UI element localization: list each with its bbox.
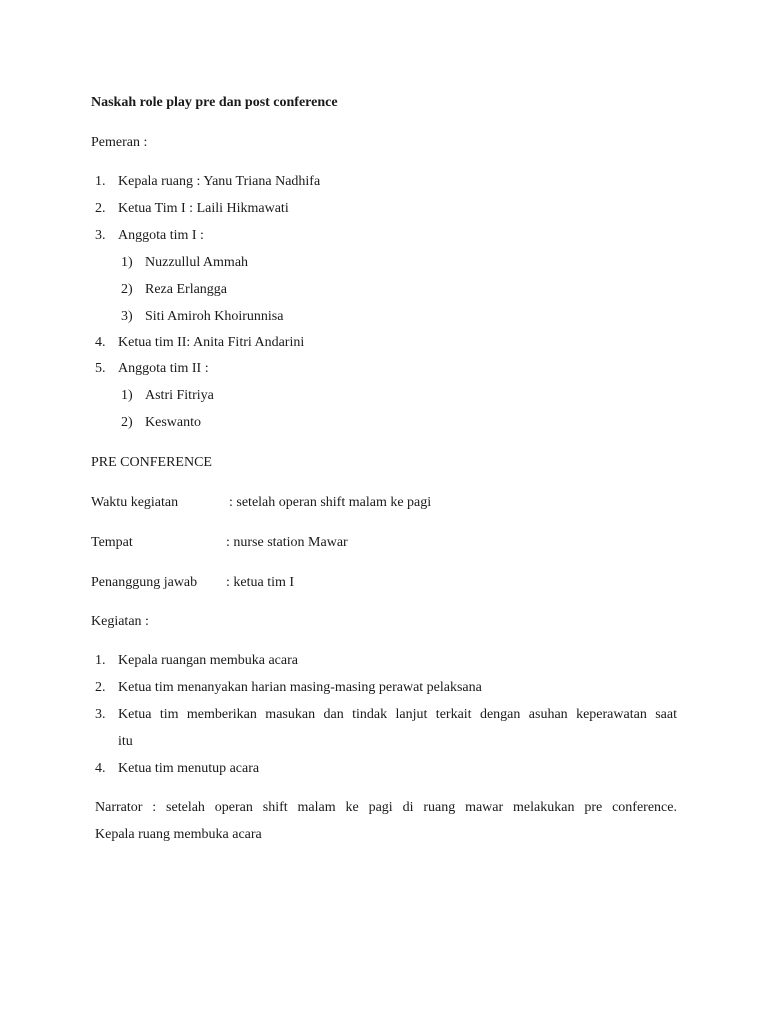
detail-value: : nurse station Mawar — [226, 535, 348, 550]
cast-subitem: Siti Amiroh Khoirunnisa — [145, 309, 284, 324]
cast-item: Anggota tim II : — [118, 361, 209, 376]
cast-item: Anggota tim I : — [118, 228, 204, 243]
cast-subnumber: 2) — [121, 415, 133, 430]
activity-item: Ketua tim menanyakan harian masing-masing perawat pelaksana — [118, 680, 482, 695]
activity-item: Ketua tim menutup acara — [118, 761, 260, 776]
cast-item: Ketua Tim I : Laili Hikmawati — [118, 201, 289, 216]
activity-number: 1. — [95, 653, 106, 668]
cast-label: Pemeran : — [91, 135, 148, 150]
cast-number: 5. — [95, 361, 106, 376]
detail-label: Penanggung jawab — [91, 575, 198, 590]
activity-item: Kepala ruangan membuka acara — [118, 653, 298, 668]
cast-number: 1. — [95, 174, 106, 189]
detail-label: Tempat — [91, 535, 133, 550]
activity-item: Ketua tim memberikan masukan dan tindak lanjut terkait dengan asuhan keperawatan saat — [118, 707, 677, 722]
cast-item: Kepala ruang : Yanu Triana Nadhifa — [118, 174, 321, 189]
cast-subnumber: 2) — [121, 282, 133, 297]
cast-number: 3. — [95, 228, 106, 243]
activity-number: 3. — [95, 707, 106, 722]
activity-item-continuation: itu — [118, 734, 133, 749]
activities-label: Kegiatan : — [91, 614, 149, 629]
detail-value: : setelah operan shift malam ke pagi — [229, 495, 432, 510]
narrator-text: Narrator : setelah operan shift malam ke pagi di ruang mawar melakukan pre conference. — [95, 800, 677, 815]
cast-subnumber: 1) — [121, 255, 133, 270]
cast-subnumber: 3) — [121, 309, 133, 324]
section-heading: PRE CONFERENCE — [91, 455, 212, 470]
detail-value: : ketua tim I — [226, 575, 295, 590]
document-title: Naskah role play pre dan post conference — [91, 95, 338, 110]
cast-subnumber: 1) — [121, 388, 133, 403]
narrator-text-continuation: Kepala ruang membuka acara — [95, 827, 262, 842]
cast-number: 4. — [95, 335, 106, 350]
cast-subitem: Nuzzullul Ammah — [145, 255, 249, 270]
cast-subitem: Keswanto — [145, 415, 201, 430]
detail-label: Waktu kegiatan — [91, 495, 179, 510]
cast-item: Ketua tim II: Anita Fitri Andarini — [118, 335, 305, 350]
cast-subitem: Reza Erlangga — [145, 282, 228, 297]
cast-number: 2. — [95, 201, 106, 216]
activity-number: 2. — [95, 680, 106, 695]
activity-number: 4. — [95, 761, 106, 776]
cast-subitem: Astri Fitriya — [145, 388, 214, 403]
